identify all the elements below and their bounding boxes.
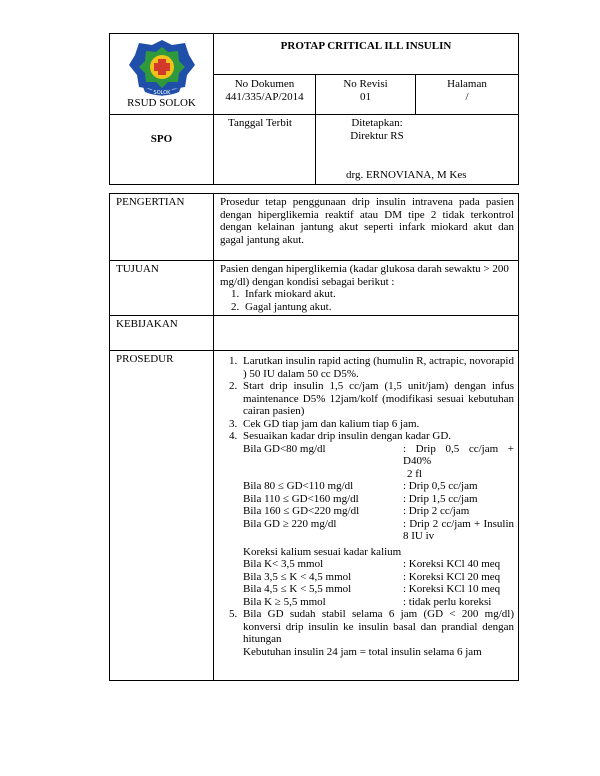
header-table	[109, 33, 519, 185]
kalium-action: : tidak perlu koreksi	[403, 595, 492, 608]
tujuan-cell	[214, 261, 519, 316]
list-item	[240, 608, 514, 658]
signatory-name: drg. ERNOVIANA, M Kes	[346, 169, 467, 181]
gd-cond: Bila GD ≥ 220 mg/dl	[243, 517, 337, 530]
kalium-rule	[243, 571, 514, 584]
kalium-rule	[243, 596, 514, 609]
gd-cond: Bila GD<80 mg/dl	[243, 442, 326, 455]
list-item-tail: Kebutuhan insulin 24 jam = total insulin selama 6 jam	[243, 645, 482, 658]
gd-action: : Drip 2 cc/jam + Insulin 8 IU iv	[403, 517, 514, 542]
kalium-cond: Bila K ≥ 5,5 mmol	[243, 595, 326, 608]
tujuan-text: Pasien dengan hiperglikemia (kadar glukosa darah sewaktu > 200 mg/dl) dengan kondisi sebagai berikut :	[220, 263, 509, 288]
pengertian-text: Prosedur tetap penggunaan drip insulin intravena pada pasien dengan hiperglikemia reaktif atau DM tipe 2 tidak terkontrol dengan kelainan jantung akut seperti infark miokard akut dan gagal jantung akut.	[214, 194, 519, 261]
gd-cond: Bila 80 ≤ GD<110 mg/dl	[243, 480, 354, 492]
kalium-cond: Bila 4,5 ≤ K < 5,5 mmol	[243, 583, 352, 595]
gd-rule	[243, 493, 514, 506]
doc-number-value: 441/335/AP/2014	[225, 91, 304, 103]
gd-rule	[243, 480, 514, 493]
list-item: 1. Infark miokard akut.	[242, 288, 514, 301]
page-cell	[416, 75, 519, 115]
list-item-text: 5. Bila GD sudah stabil selama 6 jam (GD < 200 mg/dl) konversi drip insulin ke insulin basal dan prandial dengan hitungan	[243, 608, 514, 645]
established-label: Ditetapkan:	[351, 117, 403, 129]
kalium-cond: Bila K< 3,5 mmol	[243, 558, 324, 570]
gd-rule	[243, 518, 514, 543]
kalium-rule	[243, 558, 514, 571]
content-table	[109, 193, 519, 681]
gd-action: : Drip 0,5 cc/jam + D40%	[403, 442, 514, 467]
gd-cond: Bila 110 ≤ GD<160 mg/dl	[243, 492, 359, 505]
page-label: Halaman	[447, 78, 487, 90]
list-item	[240, 430, 514, 608]
kalium-rule	[243, 583, 514, 596]
tujuan-label: TUJUAN	[110, 261, 214, 316]
kalium-action: : Koreksi KCl 40 meq	[403, 558, 501, 570]
list-item: 3. Cek GD tiap jam dan kalium tiap 6 jam.	[240, 418, 514, 431]
doc-number-cell	[214, 75, 316, 115]
doc-number-label: No Dokumen	[234, 78, 295, 90]
kalium-action: : Koreksi KCl 10 meq	[403, 583, 501, 595]
gd-cond: Bila 160 ≤ GD<220 mg/dl	[243, 505, 360, 517]
list-item: 2. Gagal jantung akut.	[242, 301, 514, 314]
gd-rule	[243, 505, 514, 518]
hospital-logo	[127, 37, 197, 99]
list-item: 1. Larutkan insulin rapid acting (humulin R, actrapic, novorapid ) 50 IU dalam 50 cc D5%.	[240, 355, 514, 380]
gd-action: : Drip 1,5 cc/jam	[403, 492, 478, 505]
prosedur-label: PROSEDUR	[110, 351, 214, 681]
document-title: PROTAP CRITICAL ILL INSULIN	[214, 34, 519, 75]
spo-label: SPO	[110, 115, 214, 185]
kalium-action: : Koreksi KCl 20 meq	[403, 570, 501, 583]
established-role: Direktur RS	[350, 130, 404, 142]
tujuan-list	[220, 288, 514, 313]
logo-cell	[110, 34, 214, 115]
issued-date-label: Tanggal Terbit	[214, 115, 316, 185]
established-cell	[316, 115, 519, 185]
kalium-title: Koreksi kalium sesuai kadar kalium	[243, 545, 402, 558]
gd-action: : Drip 2 cc/jam	[403, 505, 470, 517]
revision-label: No Revisi	[343, 78, 388, 90]
hospital-name: RSUD SOLOK	[127, 97, 196, 109]
kebijakan-label: KEBIJAKAN	[110, 316, 214, 351]
gd-rule	[243, 443, 514, 468]
gd-action: 2 fl	[407, 467, 422, 480]
prosedur-list	[216, 355, 514, 658]
logo-text: SOLOK	[153, 90, 171, 96]
revision-cell	[316, 75, 416, 115]
list-item-text: 4. Sesuaikan kadar drip insulin dengan kadar GD.	[243, 430, 452, 442]
list-item: 2. Start drip insulin 1,5 cc/jam (1,5 unit/jam) dengan infus maintenance D5% 12jam/kolf (modifikasi sesuai kebutuhan cairan pasien)	[240, 380, 514, 418]
revision-value: 01	[360, 91, 371, 103]
gd-action: : Drip 0,5 cc/jam	[403, 480, 478, 492]
page-value: /	[465, 91, 469, 103]
gd-rule	[243, 468, 514, 481]
gd-cond	[243, 468, 403, 481]
pengertian-label: PENGERTIAN	[110, 194, 214, 261]
kalium-cond: Bila 3,5 ≤ K < 4,5 mmol	[243, 570, 352, 583]
kebijakan-text	[214, 316, 519, 351]
prosedur-cell	[214, 351, 519, 681]
